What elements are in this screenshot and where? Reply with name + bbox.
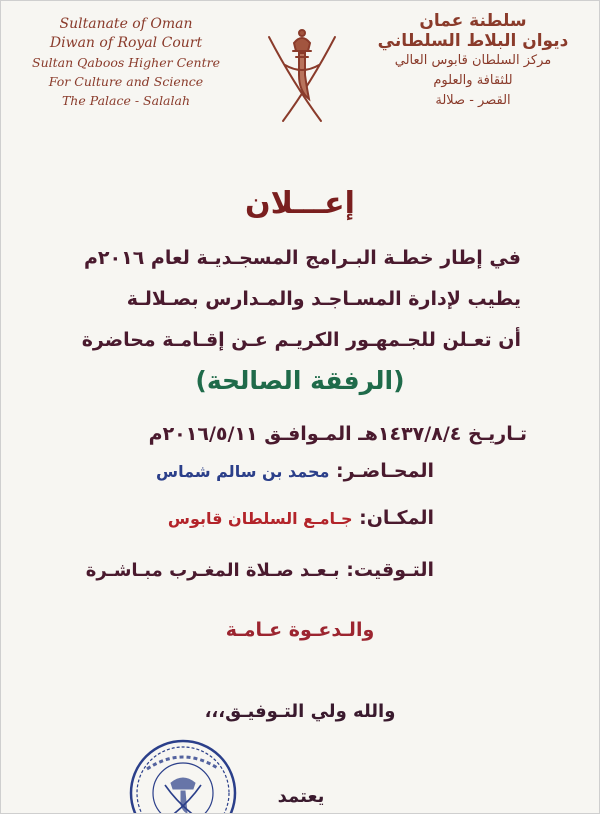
header-en-line: Diwan of Royal Court <box>49 35 203 51</box>
time-value: بـعـد صـلاة المغـرب مبـاشـرة <box>85 560 340 581</box>
place-label: المكـان: <box>359 507 434 529</box>
header-en-line: The Palace - Salalah <box>61 93 191 108</box>
header-en-line: For Culture and Science <box>48 74 204 89</box>
lecture-date: تـاريـخ ١٤٣٧/٨/٤هـ المـوافـق ٢٠١٦/٥/١١م <box>148 423 527 445</box>
header-ar-line: ديوان البلاط السلطاني <box>377 31 569 51</box>
closing-text: والله ولي التـوفيـق،،، <box>204 701 396 722</box>
header-ar-line: سلطنة عمان <box>419 11 527 31</box>
place-row <box>31 507 434 529</box>
khanjar-emblem-icon <box>263 13 341 131</box>
official-stamp-icon <box>129 739 237 814</box>
place-value: جـامـع السلطان قابوس <box>167 509 353 528</box>
header-ar-line: للثقافة والعلوم <box>433 73 513 88</box>
header-en-line: Sultanate of Oman <box>59 16 193 32</box>
invitation-text: والـدعـوة عـامـة <box>225 619 375 641</box>
announcement-title: إعـــلان <box>245 186 355 221</box>
header-ar-line: القصر - صلالة <box>435 93 511 108</box>
header-english <box>21 15 231 110</box>
lecturer-label: المحـاضـر: <box>336 460 434 482</box>
time-label: التـوقيت: <box>346 559 434 581</box>
body-line: يطيب لإدارة المسـاجـد والمـدارس بصـلالـة <box>126 288 521 310</box>
header-en-line: Sultan Qaboos Higher Centre <box>32 55 220 70</box>
lecturer-row <box>31 460 434 482</box>
body-line: في إطار خطـة البـرامج المسجـديـة لعام ٢٠١٦م <box>83 247 521 269</box>
time-row <box>31 559 434 581</box>
body-line: أن تعـلن للجـمهـور الكريـم عـن إقـامـة محاضرة <box>81 329 521 351</box>
header-arabic <box>373 11 573 111</box>
lecture-title: (الرفقة الصالحة) <box>195 366 405 395</box>
approval-text: يعتمد <box>277 786 325 807</box>
header-ar-line: مركز السلطان قابوس العالي <box>394 53 552 68</box>
lecturer-name: محمد بن سالم شماس <box>156 462 330 481</box>
